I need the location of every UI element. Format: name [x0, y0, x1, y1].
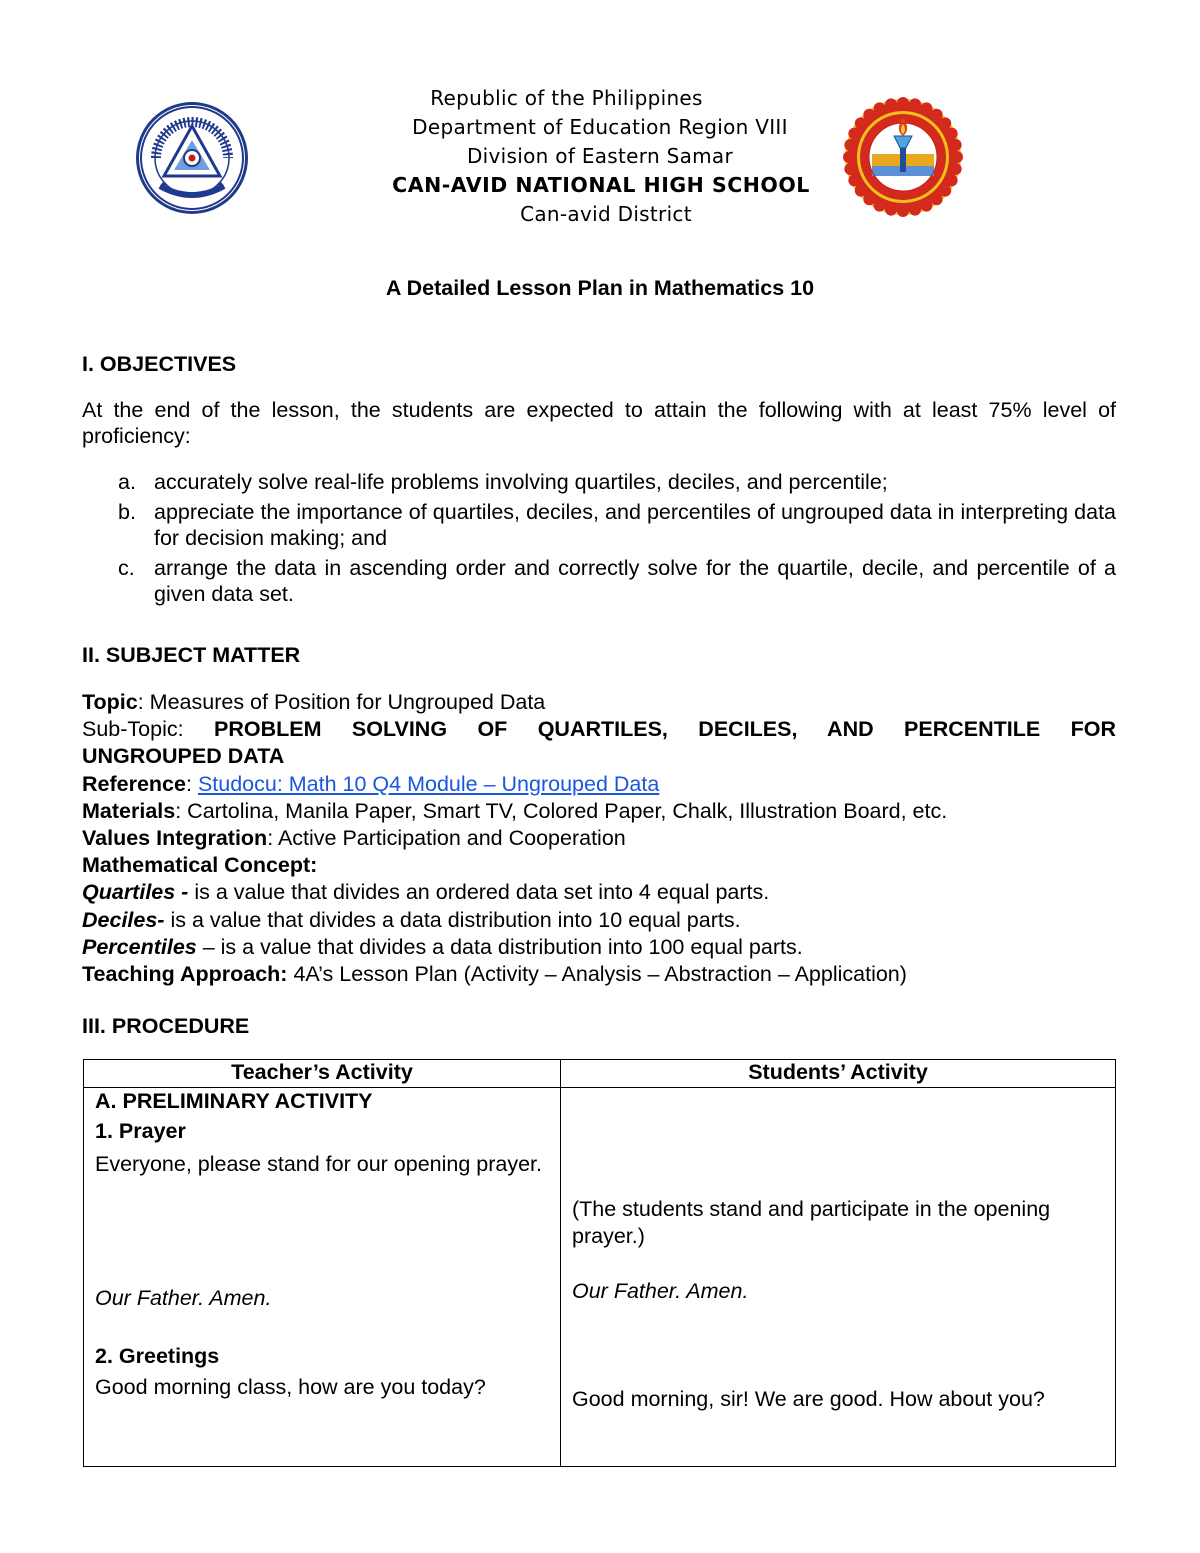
subject-matter-block — [82, 689, 1116, 988]
materials-value: : Cartolina, Manila Paper, Smart TV, Colored Paper, Chalk, Illustration Board, etc. — [175, 798, 948, 823]
teacher-prayer-text: Everyone, please stand for our opening prayer. — [95, 1152, 543, 1176]
students-greeting-text: Good morning, sir! We are good. How about you? — [572, 1387, 1045, 1411]
objective-label: c. — [118, 556, 135, 580]
objective-item — [82, 469, 1116, 495]
reference-label: Reference — [82, 771, 186, 796]
reference-link[interactable]: Studocu: Math 10 Q4 Module – Ungrouped Data — [197, 771, 660, 796]
materials-label: Materials — [82, 798, 176, 823]
greetings-heading: 2. Greetings — [95, 1344, 220, 1368]
objective-text: arrange the data in ascending order and correctly solve for the quartile, decile, and percentile of a given data set. — [154, 556, 1116, 606]
school-seal-logo — [842, 96, 964, 218]
header-department: Department of Education Region VIII — [412, 115, 788, 139]
procedure-table — [83, 1059, 1116, 1467]
deciles-definition — [82, 907, 1116, 934]
approach-row — [82, 961, 1116, 988]
header-republic: Republic of the Philippines — [430, 86, 703, 110]
quartiles-term: Quartiles - — [82, 880, 189, 905]
subtopic-label: Sub-Topic: — [82, 717, 184, 742]
column-header-students: Students’ Activity — [561, 1060, 1116, 1088]
table-header-row — [84, 1060, 1116, 1088]
quartiles-definition — [82, 879, 1116, 906]
topic-label: Topic — [82, 690, 138, 714]
concept-label: Mathematical Concept: — [82, 853, 318, 878]
teacher-greeting-text: Good morning class, how are you today? — [95, 1375, 486, 1399]
percentiles-def: – is a value that divides a data distribution into 100 equal parts. — [196, 934, 803, 959]
objective-text: accurately solve real-life problems involving quartiles, deciles, and percentile; — [154, 470, 888, 494]
percentiles-definition — [82, 934, 1116, 961]
students-prayer-text: (The students stand and participate in the opening prayer.) — [572, 1197, 1051, 1248]
teacher-activity-cell — [84, 1088, 561, 1467]
approach-label: Teaching Approach: — [82, 962, 288, 987]
lesson-plan-title: A Detailed Lesson Plan in Mathematics 10 — [385, 276, 815, 300]
percentiles-term: Percentiles — [82, 934, 197, 959]
prayer-heading: 1. Prayer — [95, 1119, 186, 1143]
objective-label: a. — [118, 470, 136, 494]
values-label: Values Integration — [82, 826, 268, 851]
deciles-term: Deciles- — [82, 907, 165, 932]
objective-label: b. — [118, 500, 136, 524]
reference-colon: : — [185, 771, 198, 796]
column-header-teacher: Teacher’s Activity — [84, 1060, 561, 1088]
values-row — [82, 825, 1116, 852]
objective-text: appreciate the importance of quartiles, deciles, and percentiles of ungrouped data in interpreting data for decision making; and — [154, 500, 1116, 550]
objectives-intro: At the end of the lesson, the students are expected to attain the following with at least 75% level of proficiency: — [82, 398, 1116, 448]
topic-value: : Measures of Position for Ungrouped Data — [137, 690, 546, 714]
header-school-name: CAN-AVID NATIONAL HIGH SCHOOL — [392, 173, 810, 197]
reference-row — [82, 771, 1116, 798]
objective-item — [82, 499, 1116, 551]
subtopic-value-cont: UNGROUPED DATA — [82, 744, 285, 769]
header-district: Can-avid District — [520, 202, 692, 226]
document-letterhead — [320, 84, 880, 229]
subtopic-row — [82, 716, 1116, 743]
approach-value: 4A’s Lesson Plan (Activity – Analysis – Abstraction – Application) — [287, 962, 907, 987]
teacher-prayer-close: Our Father. Amen. — [95, 1286, 272, 1310]
materials-row — [82, 798, 1116, 825]
topic-row — [82, 689, 1116, 716]
quartiles-def: is a value that divides an ordered data set into 4 equal parts. — [188, 880, 770, 905]
subtopic-value: PROBLEM SOLVING OF QUARTILES, DECILES, AND PERCENTILE FOR — [214, 717, 1116, 742]
students-activity-cell — [561, 1088, 1116, 1467]
procedure-heading: III. PROCEDURE — [82, 1014, 250, 1038]
objective-item — [82, 555, 1116, 607]
schools-division-seal-logo — [134, 100, 250, 216]
objectives-heading: I. OBJECTIVES — [82, 352, 237, 376]
header-division: Division of Eastern Samar — [466, 144, 733, 168]
subject-matter-heading: II. SUBJECT MATTER — [82, 643, 301, 667]
deciles-def: is a value that divides a data distribution into 10 equal parts. — [164, 907, 741, 932]
values-value: : Active Participation and Cooperation — [267, 826, 626, 851]
preliminary-activity-heading: A. PRELIMINARY ACTIVITY — [95, 1089, 373, 1113]
students-prayer-close: Our Father. Amen. — [572, 1279, 749, 1303]
table-row — [84, 1088, 1116, 1467]
objectives-list — [82, 469, 1116, 611]
